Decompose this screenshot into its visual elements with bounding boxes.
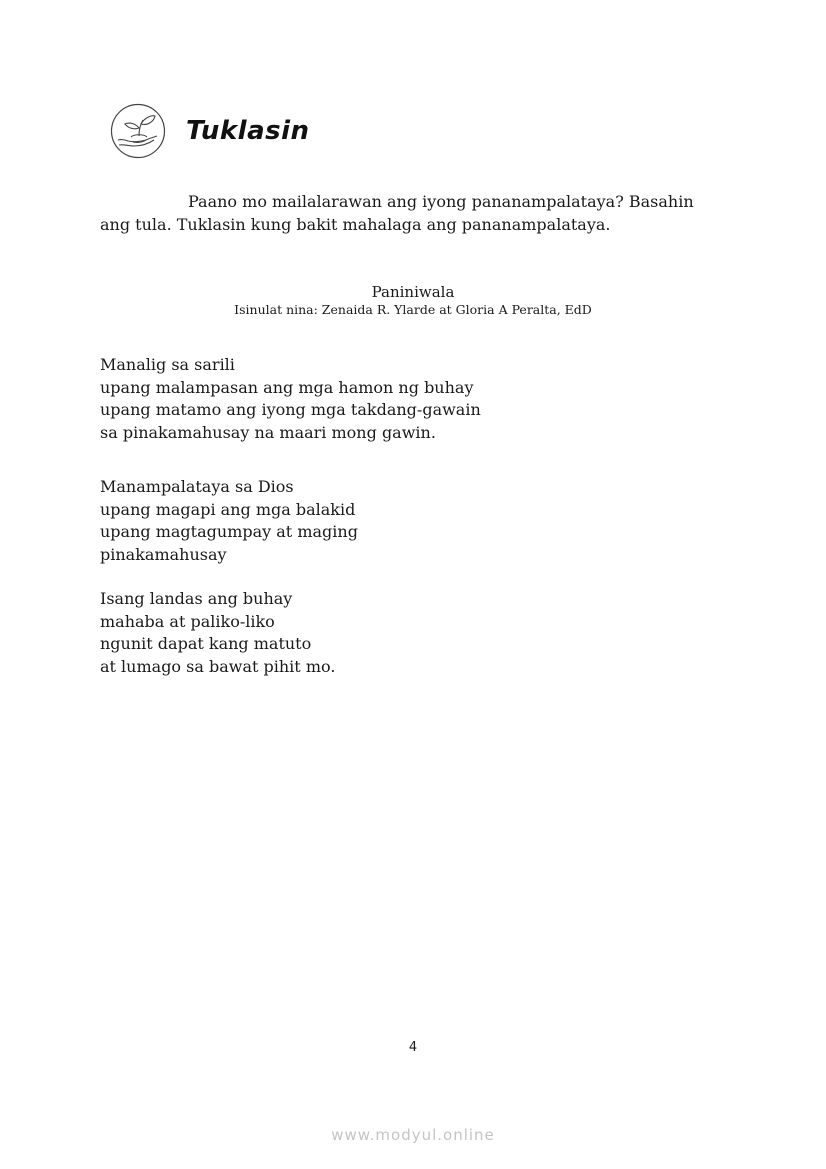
poem-line: ngunit dapat kang matuto bbox=[100, 634, 312, 653]
page-number: 4 bbox=[408, 1040, 418, 1055]
poem-stanza-1 bbox=[100, 354, 481, 444]
poem-title: Paniniwala bbox=[371, 283, 455, 301]
poem-line: Manampalataya sa Dios bbox=[100, 477, 294, 496]
poem-line: Isang landas ang buhay bbox=[100, 589, 293, 608]
poem-line: upang magapi ang mga balakid bbox=[100, 499, 356, 519]
watermark: www.modyul.online bbox=[331, 1126, 495, 1144]
poem-line: pinakamahusay bbox=[100, 544, 227, 564]
poem-stanza-2 bbox=[100, 476, 358, 566]
poem-line: Manalig sa sarili bbox=[100, 355, 235, 374]
poem-line: upang matamo ang iyong mga takdang-gawain bbox=[100, 400, 481, 419]
poem-line: upang magtagumpay at maging bbox=[100, 522, 358, 541]
poem-line: sa pinakamahusay na maari mong gawin. bbox=[100, 422, 436, 442]
intro-paragraph: Paano mo mailalarawan ang iyong pananampalataya? Basahin ang tula. Tuklasin kung bakit mahalaga ang pananampalataya. bbox=[100, 192, 694, 234]
poem-author: Isinulat nina: Zenaida R. Ylarde at Gloria A Peralta, EdD bbox=[234, 302, 592, 317]
section-header bbox=[110, 103, 310, 159]
poem-line: mahaba at paliko-liko bbox=[100, 611, 275, 631]
hand-with-seedling-icon bbox=[110, 103, 166, 159]
section-title: Tuklasin bbox=[186, 116, 310, 146]
poem-stanza-3 bbox=[100, 588, 335, 678]
poem-line: upang malampasan ang mga hamon ng buhay bbox=[100, 377, 474, 397]
poem-line: at lumago sa bawat pihit mo. bbox=[100, 656, 336, 676]
